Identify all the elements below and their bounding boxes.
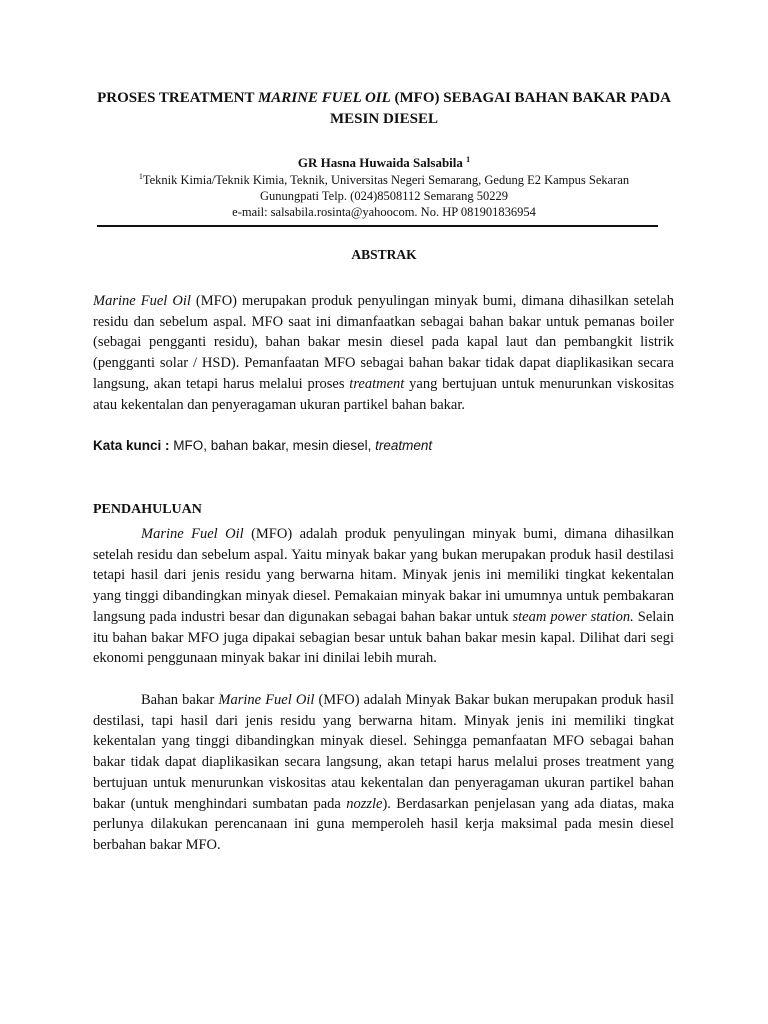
- keywords: [93, 437, 674, 455]
- keywords-italic: treatment: [375, 438, 433, 453]
- intro-paragraph-2: [93, 690, 674, 856]
- keywords-text: MFO, bahan bakar, mesin diesel,: [173, 438, 376, 453]
- p2-text-1: Bahan bakar: [141, 692, 219, 708]
- abstract-heading: ABSTRAK: [351, 247, 417, 262]
- abstract-italic-term: Marine Fuel Oil: [93, 293, 191, 309]
- p2-italic-term: Marine Fuel Oil: [218, 692, 315, 708]
- title-text: PROSES TREATMENT: [97, 90, 258, 106]
- affiliation-line-1-text: Teknik Kimia/Teknik Kimia, Teknik, Universitas Negeri Semarang, Gedung E2 Kampus Sekaran: [142, 173, 630, 187]
- abstract-text-1: (MFO) merupakan produk penyulingan minyak bumi, dimana dihasilkan setelah residu dan sebelum aspal. MFO saat ini dimanfaatkan sebagai bahan bakar untuk pemanas boiler (sebagai pengganti residu), bahan bakar mesin diesel pada kapal laut dan pembangkit listrik (pengganti solar / HSD). Pemanfaatan MFO sebagai bahan bakar tidak dapat diaplikasikan secara langsung, akan tetapi harus melalui proses: [93, 293, 674, 392]
- author-name: [93, 154, 675, 171]
- p1-text-2: Selain itu bahan bakar MFO juga dipakai sebagian besar untuk bahan bakar mesin kapal. Dilihat dari segi ekonomi penggunaan minyak bakar ini dinilai lebih murah.: [93, 608, 674, 667]
- affiliation-line-2: Gunungpati Telp. (024)8508112 Semarang 50229: [259, 189, 509, 203]
- section-heading-pendahuluan: PENDAHULUAN: [93, 502, 202, 517]
- author-superscript: 1: [466, 155, 471, 164]
- p1-text-1: (MFO) adalah produk penyulingan minyak bumi, dimana dihasilkan setelah residu dan sebelum aspal. Yaitu minyak bakar yang bukan merupakan produk hasil destilasi tetapi hasil dari jenis residu yang berwarna hitam. Minyak jenis ini memiliki tingkat kekentalan yang tinggi dibandingkan minyak diesel. Pemakaian minyak bakar ini umumnya untuk pembakaran langsung pada industri besar dan digunakan sebagai bahan bakar untuk: [93, 526, 674, 625]
- title-italic-text: MARINE FUEL OIL: [257, 90, 391, 106]
- paper-title: [93, 88, 675, 130]
- abstract-text-2: yang bertujuan untuk menurunkan viskositas atau kekentalan dan penyeragaman ukuran partikel bahan bakar.: [93, 375, 674, 413]
- p2-text-2: (MFO) adalah Minyak Bakar bukan merupakan produk hasil destilasi, tapi hasil dari jenis residu yang berwarna hitam. Minyak jenis ini memiliki tingkat kekentalan yang tinggi dibandingkan minyak diesel. Sehingga pemanfaatan MFO sebagai bahan bakar tidak dapat diaplikasikan secara langsung, akan tetapi harus melalui proses treatment yang bertujuan untuk menurunkan viskositas atau kekentalan dan penyeragaman ukuran partikel bahan bakar (untuk menghindari sumbatan pada: [93, 692, 674, 812]
- p2-italic-nozzle: nozzle: [346, 795, 383, 812]
- header-divider: [97, 225, 658, 227]
- p1-italic-term: Marine Fuel Oil: [141, 526, 244, 542]
- author-name-text: GR Hasna Huwaida Salsabila: [297, 155, 467, 170]
- affiliation-email: e-mail: salsabila.rosinta@yahoocom. No. HP 081901836954: [232, 205, 536, 219]
- abstract-italic-treatment: treatment: [349, 375, 405, 392]
- author-affiliation: [93, 172, 675, 220]
- affiliation-line-1: [93, 172, 675, 188]
- intro-paragraph-1: [93, 524, 674, 669]
- keywords-label: Kata kunci :: [93, 438, 174, 453]
- affiliation-superscript: 1: [138, 172, 143, 181]
- abstract-body: [93, 291, 674, 415]
- title-text-end: (MFO) SEBAGAI BAHAN BAKAR PADA MESIN DIESEL: [330, 90, 671, 127]
- p2-text-3: ). Berdasarkan penjelasan yang ada diatas, maka perlunya dilakukan perencanaan ini guna memperoleh hasil kerja maksimal pada mesin diesel berbahan bakar MFO.: [93, 795, 675, 853]
- p1-italic-steam: steam power station.: [512, 608, 634, 625]
